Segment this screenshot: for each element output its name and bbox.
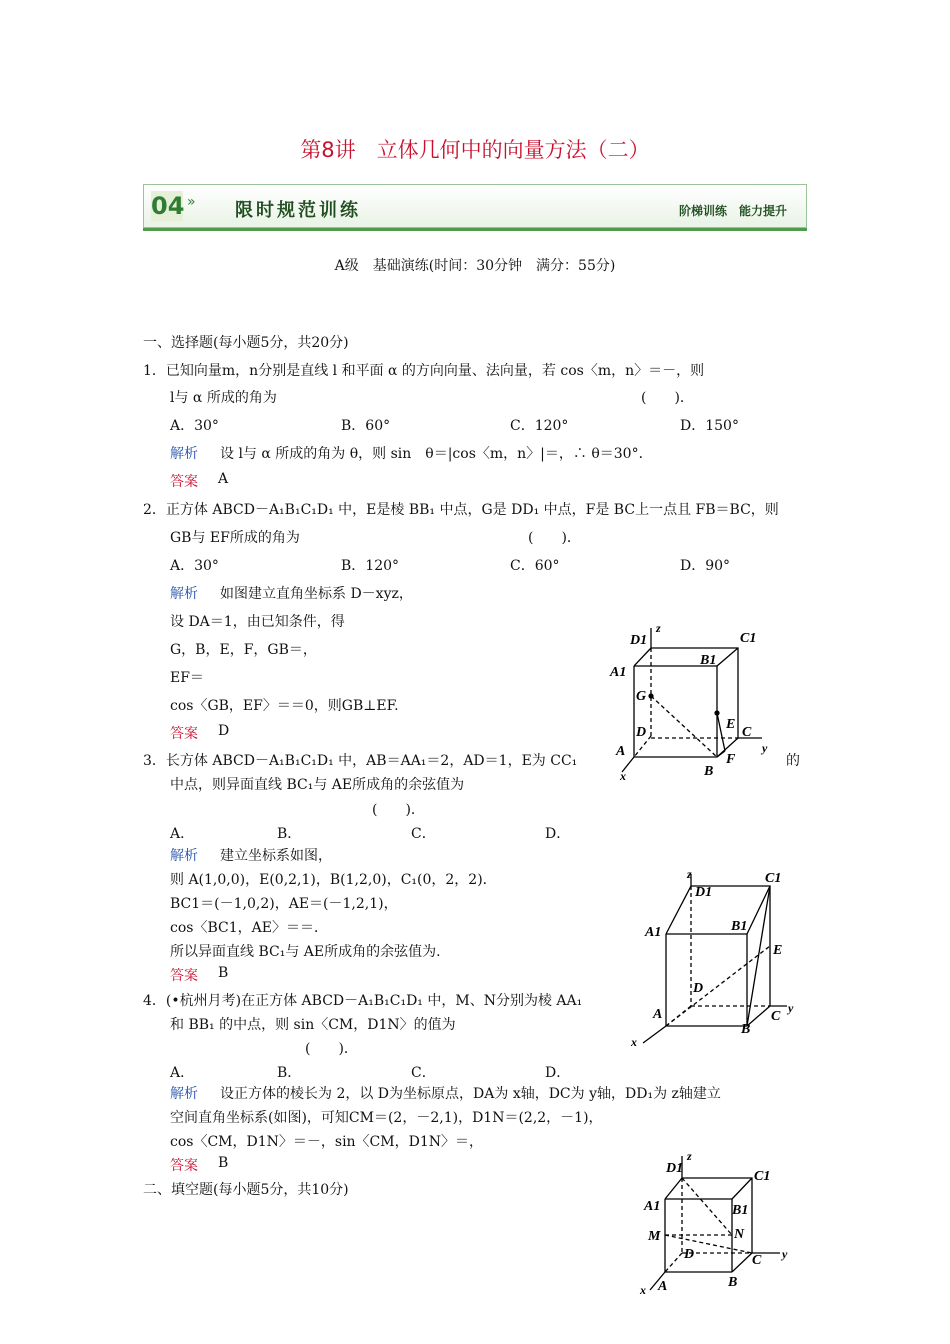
fig2-label-e: E (773, 943, 783, 958)
fig2-label-d1: D1 (695, 885, 713, 900)
q1-answer: A (218, 471, 229, 487)
q1-paren: ( )． (641, 390, 694, 406)
q4-answer-label: 答案 (170, 1158, 198, 1174)
q3-option-a: A． (170, 826, 195, 842)
q3-stem-line1: 3．长方体 ABCD－A₁B₁C₁D₁ 中，AB＝AA₁＝2，AD＝1，E为 CC₁ (143, 753, 578, 769)
fig2-label-a1: A1 (645, 925, 662, 940)
cube-figure-q4 (630, 1148, 802, 1298)
fig1-label-y: y (762, 741, 768, 755)
fig1-label-d: D (636, 725, 647, 740)
fig1-label-z: z (656, 621, 661, 635)
fig3-label-y: y (782, 1247, 788, 1261)
q3-stem-line2: 中点，则异面直线 BC₁与 AE所成角的余弦值为 (170, 777, 465, 793)
q3-analysis-line5: 所以异面直线 BC₁与 AE所成角的余弦值为. (170, 944, 441, 960)
cube-figure-q2 (600, 618, 790, 786)
q3-answer: B (218, 965, 229, 981)
box-figure-q3 (625, 866, 805, 1048)
fig3-label-b1: B1 (732, 1203, 749, 1218)
fig3-label-a: A (658, 1279, 668, 1294)
fig2-label-x: x (631, 1035, 637, 1048)
banner-underline (143, 228, 807, 231)
q1-stem-line1: 1．已知向量m，n分别是直线 l 和平面 α 的方向向量、法向量，若 cos〈m，n〉＝－，则 (143, 363, 705, 379)
q2-stem-line2: GB与 EF所成的角为 (170, 530, 300, 546)
q1-option-c: C．120° (510, 418, 569, 434)
banner-arrow-icon: » (187, 194, 196, 210)
fig1-label-c1: C1 (740, 631, 757, 646)
q1-analysis-label: 解析 (170, 446, 198, 462)
q2-option-a: A．30° (170, 558, 219, 574)
q4-paren: ( )． (305, 1041, 358, 1057)
q4-option-d: D． (545, 1065, 571, 1081)
point-e-dot (714, 710, 719, 715)
fig1-label-d1: D1 (630, 633, 648, 648)
fig3-label-n: N (734, 1227, 745, 1242)
q3-paren: ( )． (372, 802, 425, 818)
q2-analysis-line5: cos〈GB，EF〉＝＝0，则GB⊥EF. (170, 698, 399, 714)
q2-option-b: B．120° (341, 558, 400, 574)
q2-answer: D (218, 723, 230, 739)
q3-analysis-line3: BC1＝(－1,0,2)，AE＝(－1,2,1)， (170, 896, 398, 912)
q2-option-d: D．90° (680, 558, 731, 574)
q4-analysis-label: 解析 (170, 1086, 198, 1102)
banner-title: 限时规范训练 (235, 200, 361, 221)
fig1-label-f: F (726, 752, 736, 767)
q1-stem-line2: l与 α 所成的角为 (170, 390, 277, 406)
fig1-label-b1: B1 (700, 653, 717, 668)
fig2-label-b1: B1 (731, 919, 748, 934)
q2-stem-line1: 2．正方体 ABCD－A₁B₁C₁D₁ 中，E是棱 BB₁ 中点，G是 DD₁ 中点，F是 BC上一点且 FB＝BC，则 (143, 502, 779, 518)
q2-paren: ( )． (528, 530, 581, 546)
fig2-label-d: D (693, 981, 704, 996)
q4-stem-line2: 和 BB₁ 的中点，则 sin〈CM，D1N〉的值为 (170, 1017, 456, 1033)
q1-option-d: D．150° (680, 418, 739, 434)
q3-analysis-label: 解析 (170, 848, 198, 864)
fig2-label-b: B (741, 1022, 751, 1037)
q2-analysis-label: 解析 (170, 586, 198, 602)
q1-option-a: A．30° (170, 418, 219, 434)
section-choice-heading: 一、选择题(每小题5分，共20分) (143, 335, 349, 351)
q3-analysis-line1: 建立坐标系如图， (220, 848, 332, 864)
fig1-label-x: x (620, 769, 626, 783)
banner-subtitle: 阶梯训练 能力提升 (678, 204, 787, 218)
q3-analysis-line4: cos〈BC1，AE〉＝＝． (170, 920, 328, 936)
q4-option-c: C． (411, 1065, 436, 1081)
point-g-dot (648, 693, 653, 698)
fig1-label-a1: A1 (610, 665, 627, 680)
fig1-label-c: C (742, 725, 752, 740)
fig2-label-c: C (771, 1009, 781, 1024)
q2-analysis-line1: 如图建立直角坐标系 D－xyz， (220, 586, 413, 602)
fig3-label-c: C (752, 1253, 762, 1268)
q3-option-b: B． (277, 826, 302, 842)
fig1-label-a: A (616, 744, 626, 759)
fig3-label-d1: D1 (666, 1161, 684, 1176)
q4-answer: B (218, 1155, 229, 1171)
q4-option-b: B． (277, 1065, 302, 1081)
q2-analysis-line2: 设 DA＝1，由已知条件，得 (170, 614, 345, 630)
q3-answer-label: 答案 (170, 968, 198, 984)
fig1-label-e: E (726, 717, 736, 732)
q1-analysis: 设 l与 α 所成的角为 θ，则 sin θ＝|cos〈m，n〉|＝，∴ θ＝30°． (220, 446, 653, 462)
page-title: 第8讲 立体几何中的向量方法（二） (300, 138, 650, 162)
q2-analysis-line3: G，B，E，F，GB＝， (170, 642, 317, 658)
q2-option-c: C．60° (510, 558, 560, 574)
q1-option-b: B．60° (341, 418, 391, 434)
fig3-label-a1: A1 (644, 1199, 661, 1214)
q3-analysis-line2: 则 A(1,0,0)，E(0,2,1)，B(1,2,0)，C₁(0，2，2)． (170, 872, 497, 888)
fig3-label-z: z (687, 1149, 692, 1163)
section-banner (143, 184, 807, 232)
q3-stem-line1-tail: 的 (786, 753, 800, 769)
q4-stem-line1: 4．(•杭州月考)在正方体 ABCD－A₁B₁C₁D₁ 中，M、N分别为棱 AA₁ (143, 993, 583, 1009)
banner-number: 04 (151, 192, 185, 220)
q4-analysis-line2: 空间直角坐标系(如图)，可知CM＝(2，－2,1)，D1N＝(2,2，－1)， (170, 1110, 603, 1126)
q3-option-d: D． (545, 826, 571, 842)
fig2-label-a: A (653, 1007, 663, 1022)
fig3-label-m: M (648, 1229, 661, 1244)
fig2-label-y: y (788, 1001, 794, 1015)
q3-option-c: C． (411, 826, 436, 842)
fig3-label-d: D (684, 1247, 695, 1262)
fig3-label-x: x (640, 1283, 646, 1297)
q4-option-a: A． (170, 1065, 195, 1081)
fig2-label-z: z (687, 867, 692, 881)
level-heading: A级 基础演练(时间：30分钟 满分：55分) (334, 258, 616, 274)
q2-analysis-line4: EF＝ (170, 670, 204, 686)
fig3-label-c1: C1 (754, 1169, 771, 1184)
section-fill-heading: 二、填空题(每小题5分，共10分) (143, 1182, 349, 1198)
fig1-label-b: B (704, 764, 714, 779)
q2-answer-label: 答案 (170, 726, 198, 742)
fig3-label-b: B (728, 1275, 738, 1290)
fig1-label-g: G (636, 689, 647, 704)
fig2-label-c1: C1 (765, 871, 782, 886)
q4-analysis-line1: 设正方体的棱长为 2，以 D为坐标原点，DA为 x轴，DC为 y轴，DD₁为 z轴建立 (220, 1086, 721, 1102)
q1-answer-label: 答案 (170, 474, 198, 490)
q4-analysis-line3: cos〈CM，D1N〉＝－，sin〈CM，D1N〉＝， (170, 1134, 483, 1150)
